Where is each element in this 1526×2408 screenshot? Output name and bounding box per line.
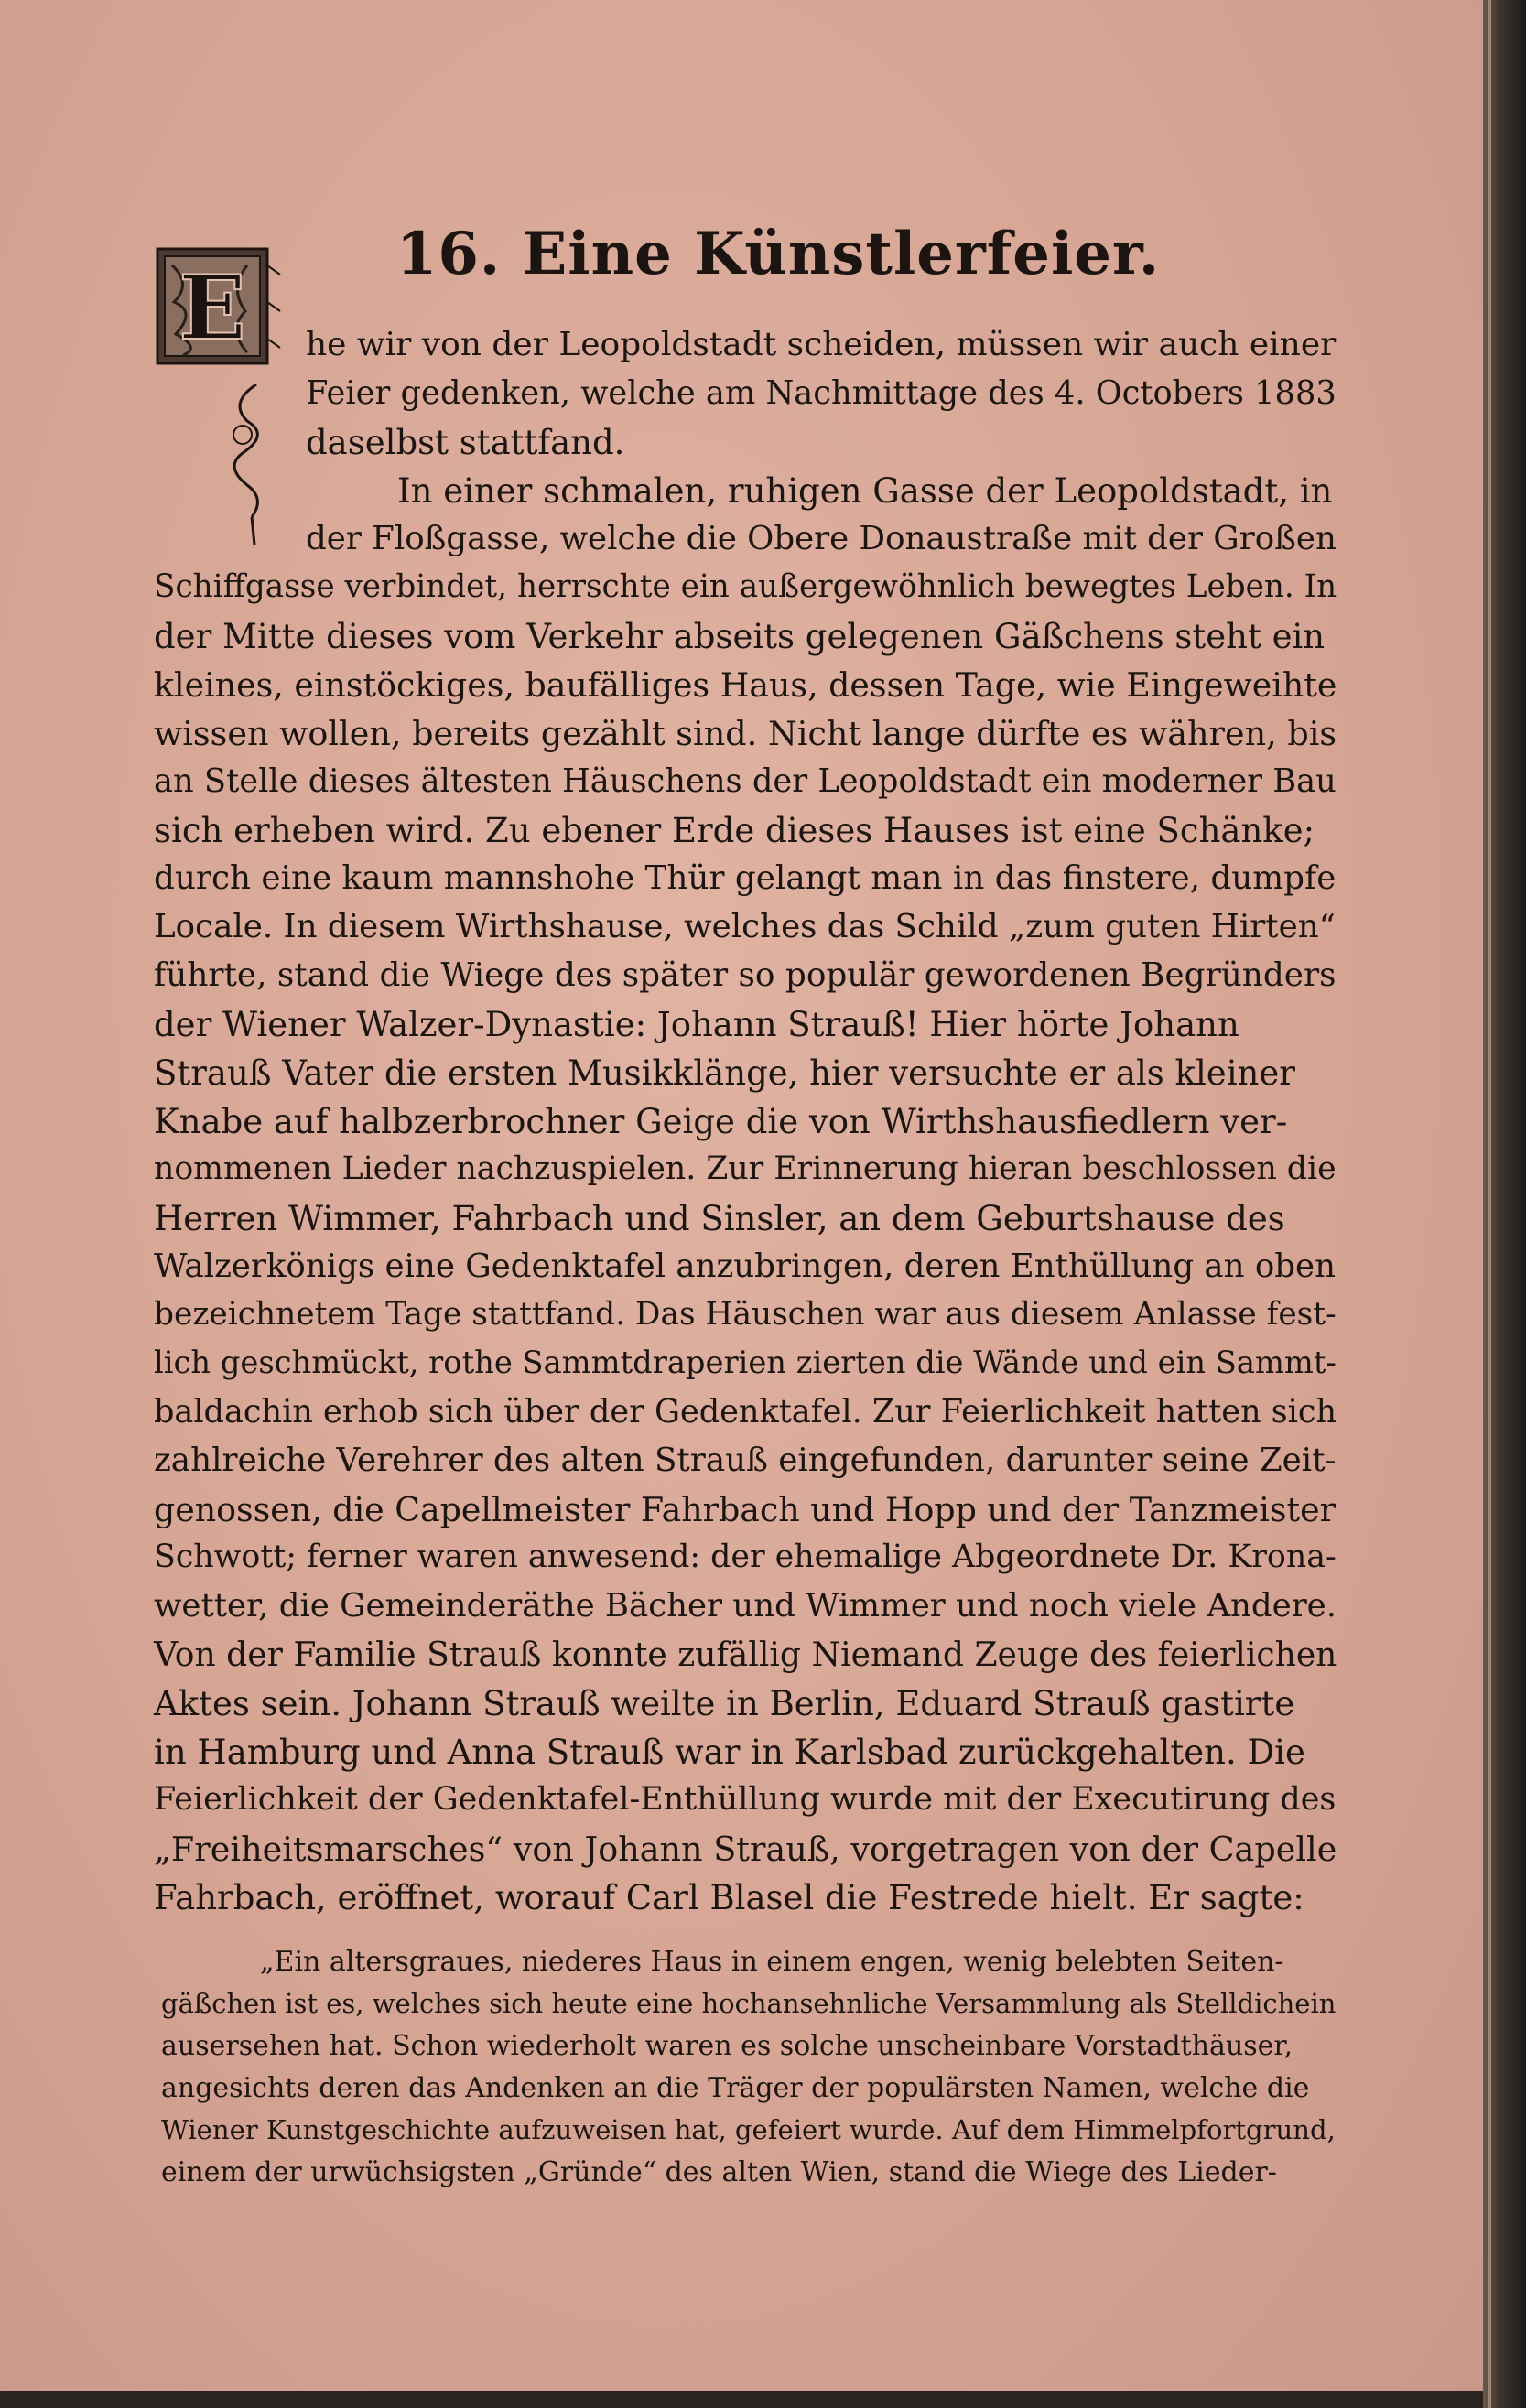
decorated-initial-icon <box>156 247 284 384</box>
body-line: Feier gedenken, welche am Nachmittage des 4. Octobers 1883 <box>306 374 1337 412</box>
chapter-title: 16. Eine Künstlerfeier. <box>395 220 1161 288</box>
body-line: Von der Familie Strauß konnte zufällig Niemand Zeuge des feierlichen <box>154 1636 1337 1674</box>
body-line: Knabe auf halbzerbrochner Geige die von Wirthshausfiedlern ver- <box>154 1102 1288 1141</box>
body-line: in Hamburg und Anna Strauß war in Karlsbad zurückgehalten. Die <box>154 1733 1305 1772</box>
body-line: kleines, einstöckiges, baufälliges Haus, dessen Tage, wie Eingeweihte <box>154 665 1337 705</box>
body-line: baldachin erhob sich über der Gedenktafel. Zur Feierlichkeit hatten sich <box>154 1393 1337 1431</box>
quote-line: gäßchen ist es, welches sich heute eine hochansehnliche Versammlung als Stelldichein <box>161 1988 1337 2019</box>
page-edge <box>1488 0 1491 2408</box>
body-line: Feierlichkeit der Gedenktafel-Enthüllung wurde mit der Executirung des <box>154 1781 1337 1818</box>
body-line: daselbst stattfand. <box>306 423 625 462</box>
body-line: an Stelle dieses ältesten Häuschens der Leopoldstadt ein moderner Bau <box>154 762 1337 800</box>
body-line: der Wiener Walzer-Dynastie: Johann Strauß! Hier hörte Johann <box>154 1005 1239 1044</box>
body-line: bezeichnetem Tage stattfand. Das Häuschen war aus diesem Anlasse fest- <box>154 1296 1337 1333</box>
quote-line: Wiener Kunstgeschichte aufzuweisen hat, gefeiert wurde. Auf dem Himmelpfortgrund, <box>161 2114 1336 2145</box>
quote-line: angesichts deren das Andenken an die Träger der populärsten Namen, welche die <box>161 2072 1310 2104</box>
body-line: Aktes sein. Johann Strauß weilte in Berlin, Eduard Strauß gastirte <box>154 1684 1295 1723</box>
body-line: Fahrbach, eröffnet, worauf Carl Blasel die Festrede hielt. Er sagte: <box>154 1878 1304 1917</box>
body-line: wissen wollen, bereits gezählt sind. Nicht lange dürfte es währen, bis <box>154 714 1337 753</box>
body-line: In einer schmalen, ruhigen Gasse der Leopoldstadt, in <box>397 471 1333 511</box>
body-line: Schwott; ferner waren anwesend: der ehemalige Abgeordnete Dr. Krona- <box>154 1539 1337 1575</box>
body-line: nommenen Lieder nachzuspielen. Zur Erinnerung hieran beschlossen die <box>154 1150 1337 1187</box>
body-line: Schiffgasse verbindet, herrschte ein außergewöhnlich bewegtes Leben. In <box>154 568 1337 605</box>
quote-line: „Ein altersgraues, niederes Haus in einem engen, wenig belebten Seiten- <box>260 1946 1284 1978</box>
body-line: genossen, die Capellmeister Fahrbach und Hopp und der Tanzmeister <box>154 1490 1336 1529</box>
body-line: „Freiheitsmarsches“ von Johann Strauß, vorgetragen von der Capelle <box>154 1830 1337 1869</box>
quote-line: ausersehen hat. Schon wiederholt waren es solche unscheinbare Vorstadthäuser, <box>161 2030 1293 2062</box>
bottom-edge <box>0 2391 1483 2408</box>
body-line: Strauß Vater die ersten Musikklänge, hier versuchte er als kleiner <box>154 1053 1295 1093</box>
body-line: Walzerkönigs eine Gedenktafel anzubringen, deren Enthüllung an oben <box>154 1247 1337 1285</box>
body-line: führte, stand die Wiege des später so populär gewordenen Begründers <box>154 956 1337 994</box>
body-line: wetter, die Gemeinderäthe Bächer und Wimmer und noch viele Andere. <box>154 1587 1337 1625</box>
initial-flourish-icon <box>220 384 293 549</box>
body-line: lich geschmückt, rothe Sammtdraperien zierten die Wände und ein Sammt- <box>154 1344 1337 1380</box>
body-line: he wir von der Leopoldstadt scheiden, müssen wir auch einer <box>306 326 1337 363</box>
body-line: der Mitte dieses vom Verkehr abseits gelegenen Gäßchens steht ein <box>154 617 1326 656</box>
initial-letter: E <box>179 256 246 360</box>
body-line: durch eine kaum mannshohe Thür gelangt man in das finstere, dumpfe <box>154 859 1337 897</box>
body-line: Herren Wimmer, Fahrbach und Sinsler, an dem Geburtshause des <box>154 1199 1285 1238</box>
body-line: sich erheben wird. Zu ebener Erde dieses Hauses ist eine Schänke; <box>154 811 1315 850</box>
body-line: zahlreiche Verehrer des alten Strauß eingefunden, darunter seine Zeit- <box>154 1442 1337 1479</box>
quote-line: einem der urwüchsigsten „Gründe“ des alten Wien, stand die Wiege des Lieder- <box>161 2156 1277 2188</box>
body-line: der Floßgasse, welche die Obere Donaustraße mit der Großen <box>306 520 1337 557</box>
body-line: Locale. In diesem Wirthshause, welches das Schild „zum guten Hirten“ <box>154 908 1336 945</box>
